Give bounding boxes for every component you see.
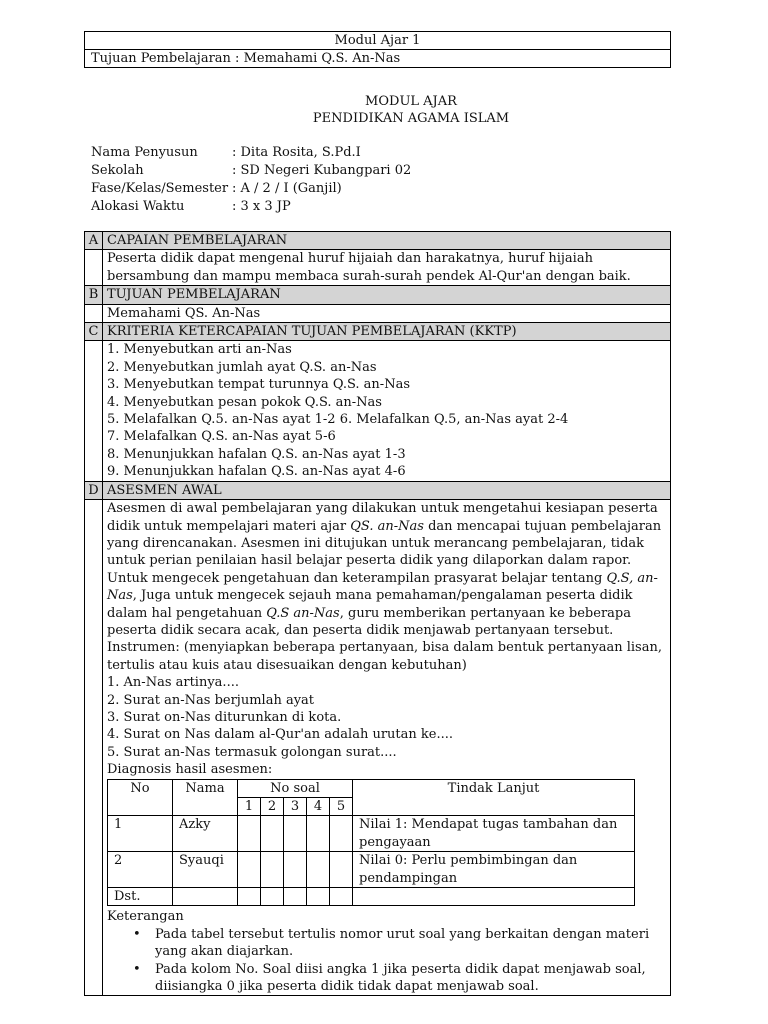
soal-num: 4 — [307, 798, 330, 816]
section-c-body — [85, 341, 671, 481]
diagnosis-table — [107, 779, 635, 907]
list-item: 9. Menunjukkan hafalan Q.S. an-Nas ayat 4-6 — [107, 464, 406, 480]
info-key: Nama Penyusun — [91, 145, 198, 160]
cell-no: 2 — [108, 852, 173, 888]
keterangan-label: Keterangan — [107, 909, 184, 925]
section-title: CAPAIAN PEMBELAJARAN — [103, 232, 671, 250]
info-block — [91, 144, 411, 216]
col-header-soal: No soal — [238, 779, 353, 797]
list-item: 1. Menyebutkan arti an-Nas — [107, 342, 292, 358]
section-b-body — [85, 304, 671, 322]
tujuan-label: Tujuan Pembelajaran : Memahami Q.S. An-Nas — [85, 50, 671, 68]
info-value: : A / 2 / I (Ganjil) — [232, 181, 342, 196]
bullet-icon: • — [133, 926, 141, 942]
cell-no: Dst. — [108, 888, 173, 906]
info-key: Fase/Kelas/Semester — [91, 181, 229, 196]
soal-num: 1 — [238, 798, 261, 816]
list-item: 8. Menunjukkan hafalan Q.S. an-Nas ayat 1-3 — [107, 446, 406, 462]
question-item: 5. Surat an-Nas termasuk golongan surat.... — [107, 744, 397, 760]
asesmen-paragraph: Asesmen di awal pembelajaran yang dilakukan untuk mengetahui kesiapan peserta didik untuk mempelajari materi ajar QS. an-Nas dan mencapai tujuan pembelajaran yang direncanakan. Asesmen ini ditujukan untuk merancang pembelajaran, tidak untuk perian penilaian hasil belajar peserta didik yang dilaporkan dalam rapor. Untuk mengecek pengetahuan dan keterampilan prasyarat belajar tentang Q.S, an-Nas, Juga untuk mengecek sejauh mana pemahaman/pengalaman peserta didik dalam hal pengetahuan Q.S an-Nas, guru memberikan pertanyaan ke beberapa peserta didik secara acak, dan peserta didik menjawab pertanyaan tersebut. — [107, 501, 662, 638]
cell-tindak — [353, 888, 635, 906]
info-row — [91, 144, 411, 162]
list-item: 5. Melafalkan Q.5. an-Nas ayat 1-2 6. Melafalkan Q.5, an-Nas ayat 2-4 — [107, 412, 569, 428]
section-letter: B — [85, 286, 103, 304]
doc-title-line2: PENDIDIKAN AGAMA ISLAM — [312, 111, 510, 126]
cell-nama: Azky — [173, 816, 238, 852]
soal-num: 5 — [330, 798, 353, 816]
cell-no: 1 — [108, 816, 173, 852]
asesmen-content — [103, 500, 671, 996]
info-key: Sekolah — [91, 163, 144, 178]
section-d-body — [85, 500, 671, 996]
info-value: : SD Negeri Kubangpari 02 — [232, 163, 412, 178]
keterangan-list — [107, 926, 666, 996]
doc-title-line1: MODUL AJAR — [365, 94, 457, 109]
info-value: : 3 x 3 JP — [232, 199, 291, 214]
cell-tindak: Nilai 1: Mendapat tugas tambahan dan pengayaan — [353, 816, 635, 852]
modul-label: Modul Ajar 1 — [85, 32, 671, 50]
section-letter: C — [85, 323, 103, 341]
section-title: ASESMEN AWAL — [103, 481, 671, 499]
info-row — [91, 162, 411, 180]
table-row — [108, 852, 635, 888]
question-item: 4. Surat on Nas dalam al-Qur'an adalah urutan ke.... — [107, 727, 453, 743]
info-row — [91, 180, 411, 198]
cell-tindak: Nilai 0: Perlu pembimbingan dan pendampingan — [353, 852, 635, 888]
cell-nama: Syauqi — [173, 852, 238, 888]
section-letter: D — [85, 481, 103, 499]
soal-num: 3 — [284, 798, 307, 816]
table-row — [108, 816, 635, 852]
section-title: TUJUAN PEMBELAJARAN — [103, 286, 671, 304]
section-c-header — [85, 323, 671, 341]
question-item: 2. Surat an-Nas berjumlah ayat — [107, 692, 315, 708]
section-letter: A — [85, 232, 103, 250]
section-b-header — [85, 286, 671, 304]
list-item: 4. Menyebutkan pesan pokok Q.S. an-Nas — [107, 394, 382, 410]
header-table — [84, 31, 671, 68]
list-item: • Pada tabel tersebut tertulis nomor urut soal yang berkaitan dengan materi yang akan diajarkan. — [133, 926, 650, 960]
question-item: 1. An-Nas artinya.... — [107, 675, 239, 691]
diagnosis-label: Diagnosis hasil asesmen: — [107, 762, 273, 778]
tujuan-text: Memahami QS. An-Nas — [103, 304, 671, 322]
section-title: KRITERIA KETERCAPAIAN TUJUAN PEMBELAJARAN (KKTP) — [103, 323, 671, 341]
info-key: Alokasi Waktu — [91, 199, 185, 214]
info-value: : Dita Rosita, S.Pd.I — [232, 145, 361, 160]
table-row — [108, 888, 635, 906]
col-header-nama: Nama — [173, 779, 238, 816]
info-row — [91, 198, 411, 216]
capaian-text: Peserta didik dapat mengenal huruf hijaiah dan harakatnya, huruf hijaiah bersambung dan mampu membaca surah-surah pendek Al-Qur'an dengan baik. — [103, 250, 671, 286]
main-table — [84, 231, 671, 996]
question-item: 3. Surat on-Nas diturunkan di kota. — [107, 709, 342, 725]
list-item: • Pada kolom No. Soal diisi angka 1 jika peserta didik dapat menjawab soal, diisiangka 0 jika peserta didik tidak dapat menjawab soal. — [133, 961, 646, 995]
section-d-header — [85, 481, 671, 499]
section-a-body — [85, 250, 671, 286]
list-item: 3. Menyebutkan tempat turunnya Q.S. an-Nas — [107, 377, 410, 393]
section-a-header — [85, 232, 671, 250]
kktp-list — [103, 341, 671, 481]
cell-nama — [173, 888, 238, 906]
list-item: 7. Melafalkan Q.S. an-Nas ayat 5-6 — [107, 429, 336, 445]
instrumen-text: Instrumen: (menyiapkan beberapa pertanyaan, bisa dalam bentuk pertanyaan lisan, tertulis atau kuis atau disesuaikan dengan kebutuhan) — [107, 640, 662, 673]
soal-num: 2 — [261, 798, 284, 816]
col-header-tindak: Tindak Lanjut — [353, 779, 635, 816]
col-header-no: No — [108, 779, 173, 816]
bullet-icon: • — [133, 961, 141, 977]
list-item: 2. Menyebutkan jumlah ayat Q.S. an-Nas — [107, 359, 377, 375]
